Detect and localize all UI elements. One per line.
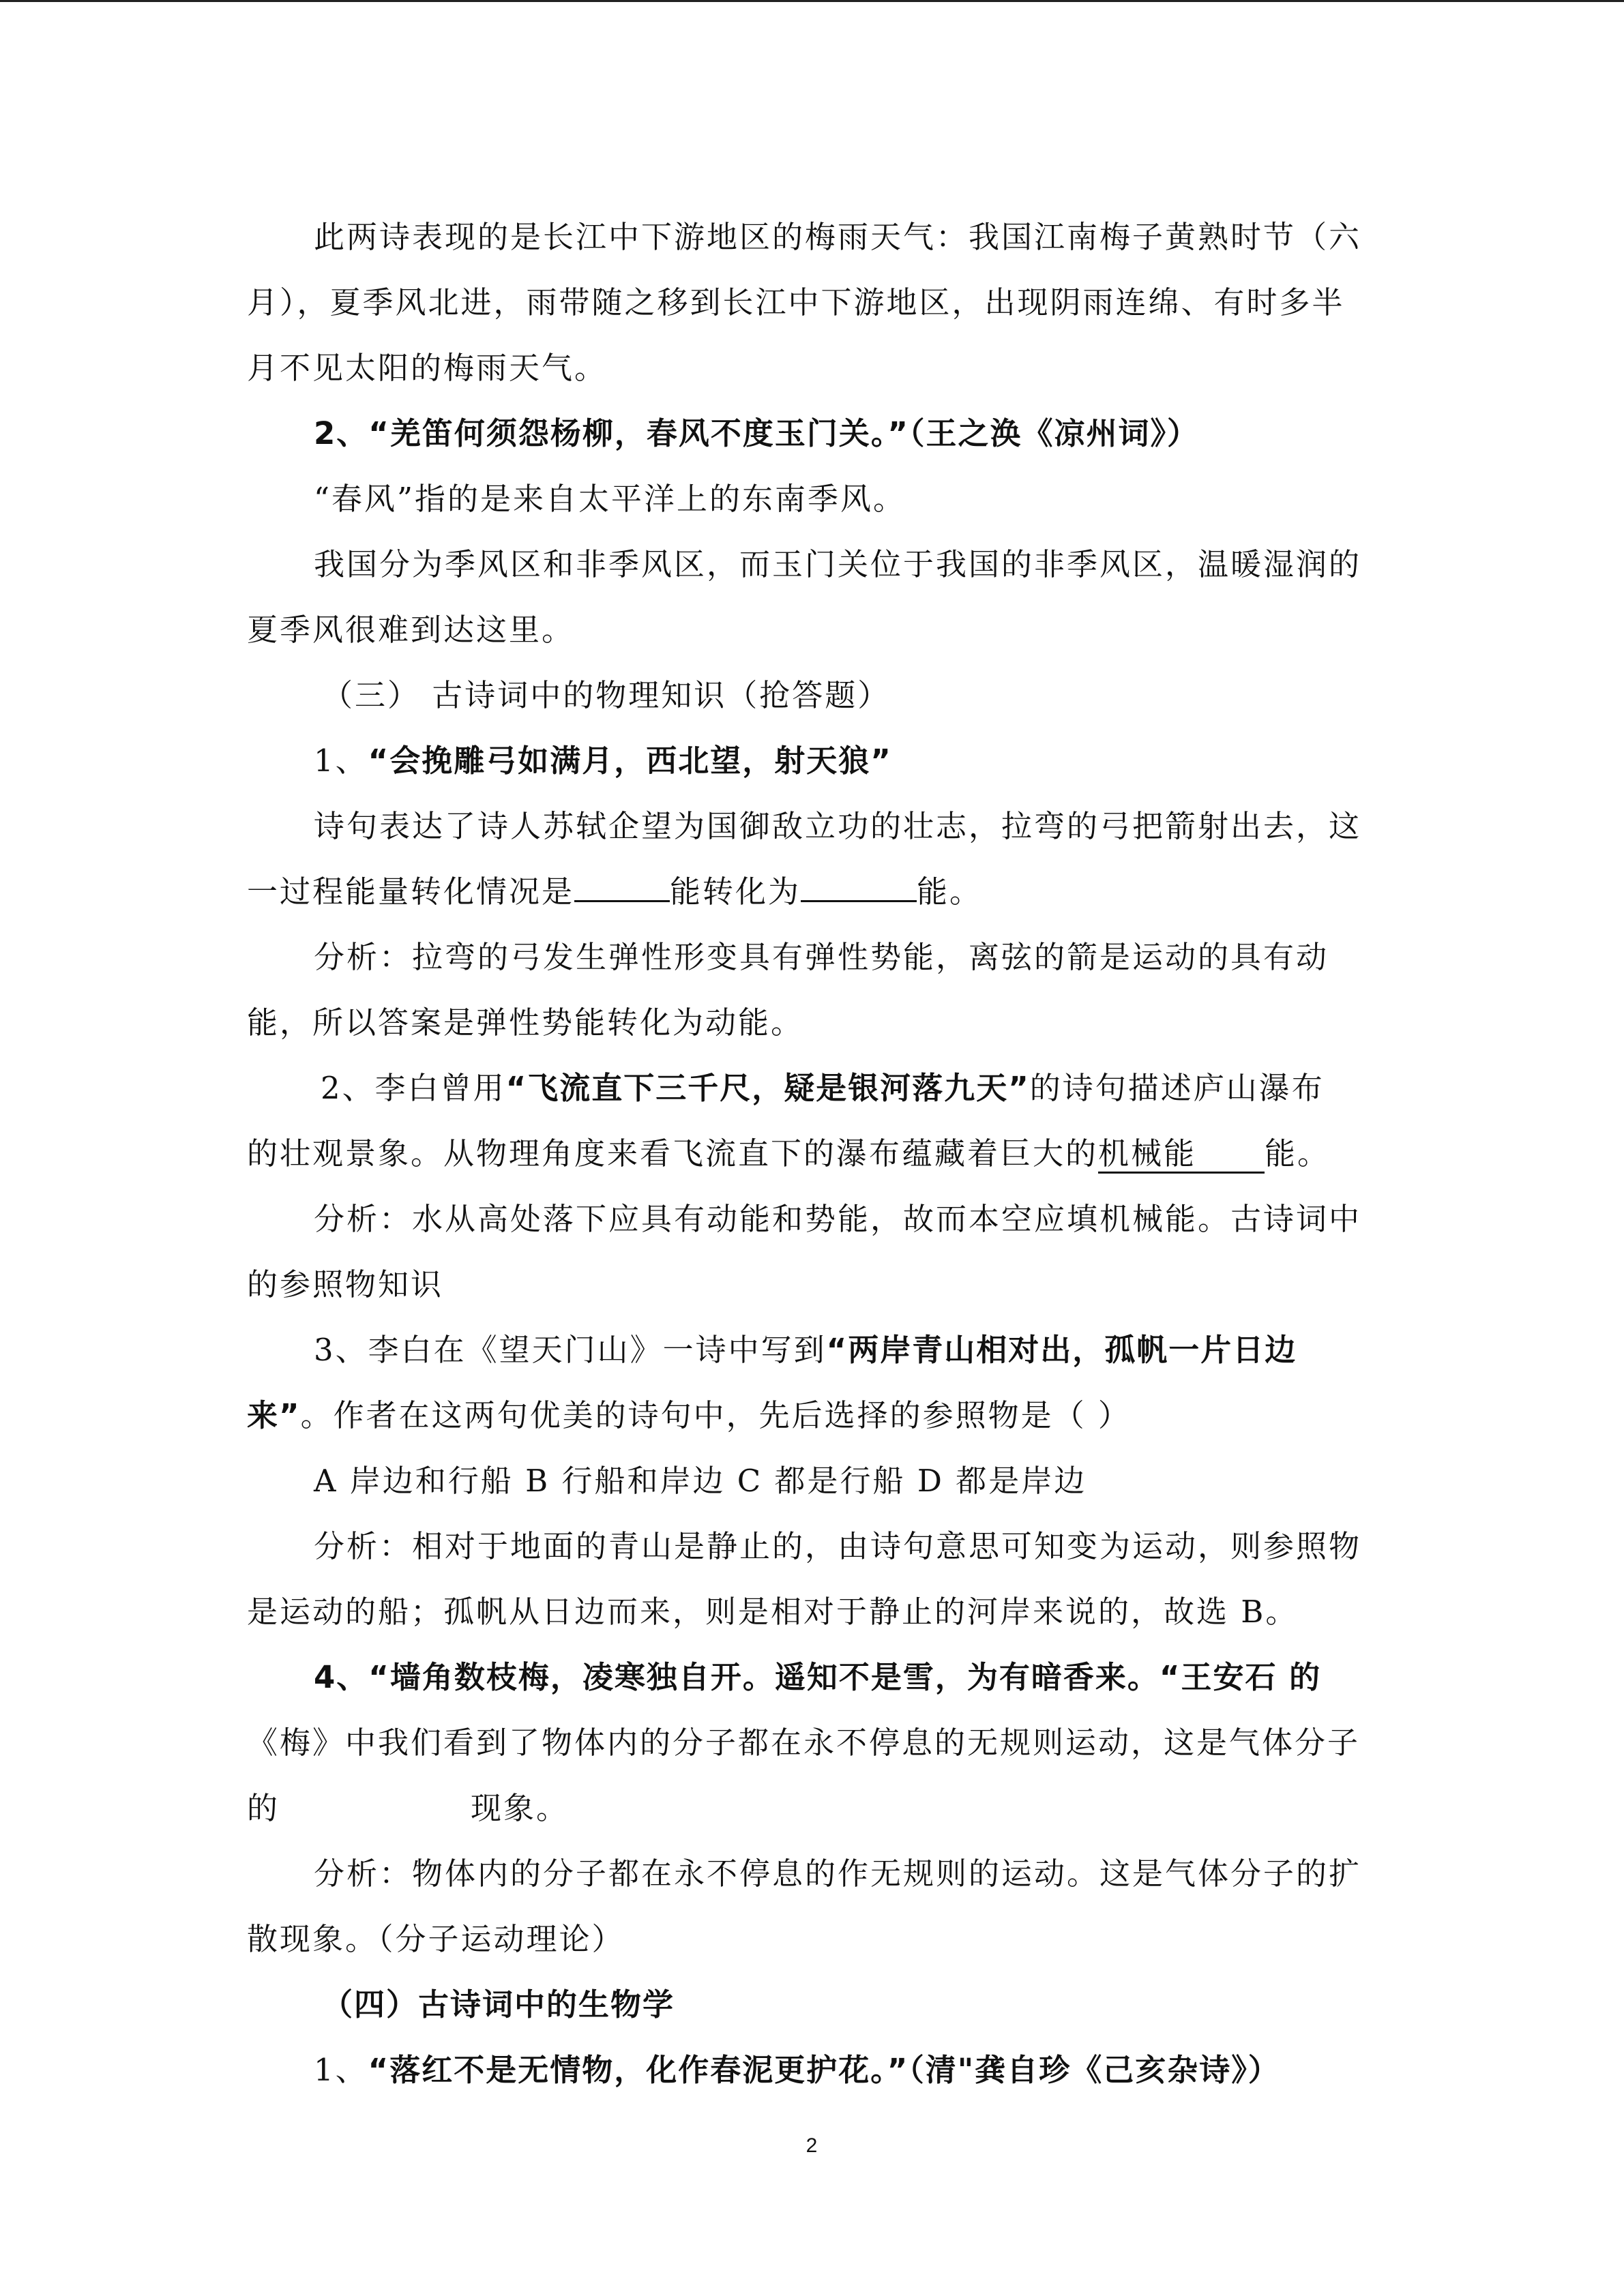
physics-q3-line-1: 3、李白在《望天门山》一诗中写到“两岸青山相对出，孤帆一片日边 xyxy=(314,1332,1297,1368)
biology-q1-number: 1、 xyxy=(314,2052,368,2088)
poem-2-title: 2、“羌笛何须怨杨柳，春风不度玉门关。”（王之涣《凉州词》） xyxy=(314,415,1199,451)
physics-q3-analysis-2: 是运动的船；孤帆从日边而来，则是相对于静止的河岸来说的，故选 B。 xyxy=(247,1594,1299,1630)
physics-q1-title xyxy=(247,728,1372,794)
physics-q4-line-2: 《梅》中我们看到了物体内的分子都在永不停息的无规则运动，这是气体分子 xyxy=(247,1725,1361,1761)
section-3-heading: （三） 古诗词中的物理知识（抢答题） xyxy=(322,677,891,713)
physics-q4-line-1: 4、“墙角数枝梅，凌寒独自开。遥知不是雪，为有暗香来。“王安石 的 xyxy=(314,1659,1322,1695)
section-4-heading: （四）古诗词中的生物学 xyxy=(322,1986,675,2023)
physics-q1-number: 1、 xyxy=(314,743,368,779)
poem-2-note: “春风”指的是来自太平洋上的东南季风。 xyxy=(314,481,906,517)
physics-q1-line-1: 诗句表达了诗人苏轼企望为国御敌立功的壮志，拉弯的弓把箭射出去，这 xyxy=(314,808,1362,844)
physics-q1-analysis-2: 能，所以答案是弹性势能转化为动能。 xyxy=(247,1004,804,1041)
page-number: 2 xyxy=(806,2134,818,2157)
physics-q2-line-1: 2、李白曾用“飞流直下三千尺，疑是银河落九天”的诗句描述庐山瀑布 xyxy=(321,1070,1325,1106)
physics-q3-analysis-1: 分析：相对于地面的青山是静止的，由诗句意思可知变为运动，则参照物 xyxy=(314,1528,1362,1564)
physics-q3-quote-2: 来” xyxy=(247,1397,301,1433)
biology-q1-quote: “落红不是无情物，化作春泥更护花。”（清"龚自珍《己亥杂诗》） xyxy=(368,2052,1280,2088)
answer-blank-1 xyxy=(574,899,670,902)
biology-q1-title xyxy=(247,2038,1372,2103)
physics-q3-line-2: 来”。作者在这两句优美的诗句中，先后选择的参照物是（ ） xyxy=(247,1397,1131,1433)
physics-q1-quote: “会挽雕弓如满月，西北望，射天狼” xyxy=(368,743,892,779)
physics-q2-answer: 机械能 xyxy=(1098,1135,1265,1174)
intro-line-1: 此两诗表现的是长江中下游地区的梅雨天气：我国江南梅子黄熟时节（六 xyxy=(314,219,1362,255)
physics-q1-line-2: 一过程能量转化情况是 能转化为 能。 xyxy=(247,874,983,910)
physics-q4-analysis-1: 分析：物体内的分子都在永不停息的作无规则的运动。这是气体分子的扩 xyxy=(314,1855,1362,1892)
physics-q1-analysis-1: 分析：拉弯的弓发生弹性形变具有弹性势能，离弦的箭是运动的具有动 xyxy=(314,939,1329,975)
poem-2-line-2: 夏季风很难到达这里。 xyxy=(247,612,575,648)
intro-line-3: 月不见太阳的梅雨天气。 xyxy=(247,350,608,386)
physics-q2-analysis-2: 的参照物知识 xyxy=(247,1266,444,1302)
poem-2-line-1: 我国分为季风区和非季风区，而玉门关位于我国的非季风区，温暖湿润的 xyxy=(314,546,1362,582)
physics-q2-quote: “飞流直下三千尺，疑是银河落九天” xyxy=(505,1070,1030,1106)
physics-q3-options: A 岸边和行船 B 行船和岸边 C 都是行船 D 都是岸边 xyxy=(314,1463,1087,1499)
answer-blank-2 xyxy=(801,899,917,902)
physics-q4-analysis-2: 散现象。（分子运动理论） xyxy=(247,1921,625,1957)
document-body xyxy=(247,205,1372,2103)
intro-line-2: 月），夏季风北进，雨带随之移到长江中下游地区，出现阴雨连绵、有时多半 xyxy=(247,284,1345,320)
physics-q2-line-2: 的壮观景象。从物理角度来看飞流直下的瀑布蕴藏着巨大的机械能 能。 xyxy=(247,1121,1372,1187)
physics-q4-line-3: 的 现象。 xyxy=(247,1790,570,1826)
physics-q3-quote-1: “两岸青山相对出，孤帆一片日边 xyxy=(826,1332,1297,1368)
top-border xyxy=(0,0,1624,2)
physics-q2-analysis-1: 分析：水从高处落下应具有动能和势能，故而本空应填机械能。古诗词中 xyxy=(314,1201,1362,1237)
